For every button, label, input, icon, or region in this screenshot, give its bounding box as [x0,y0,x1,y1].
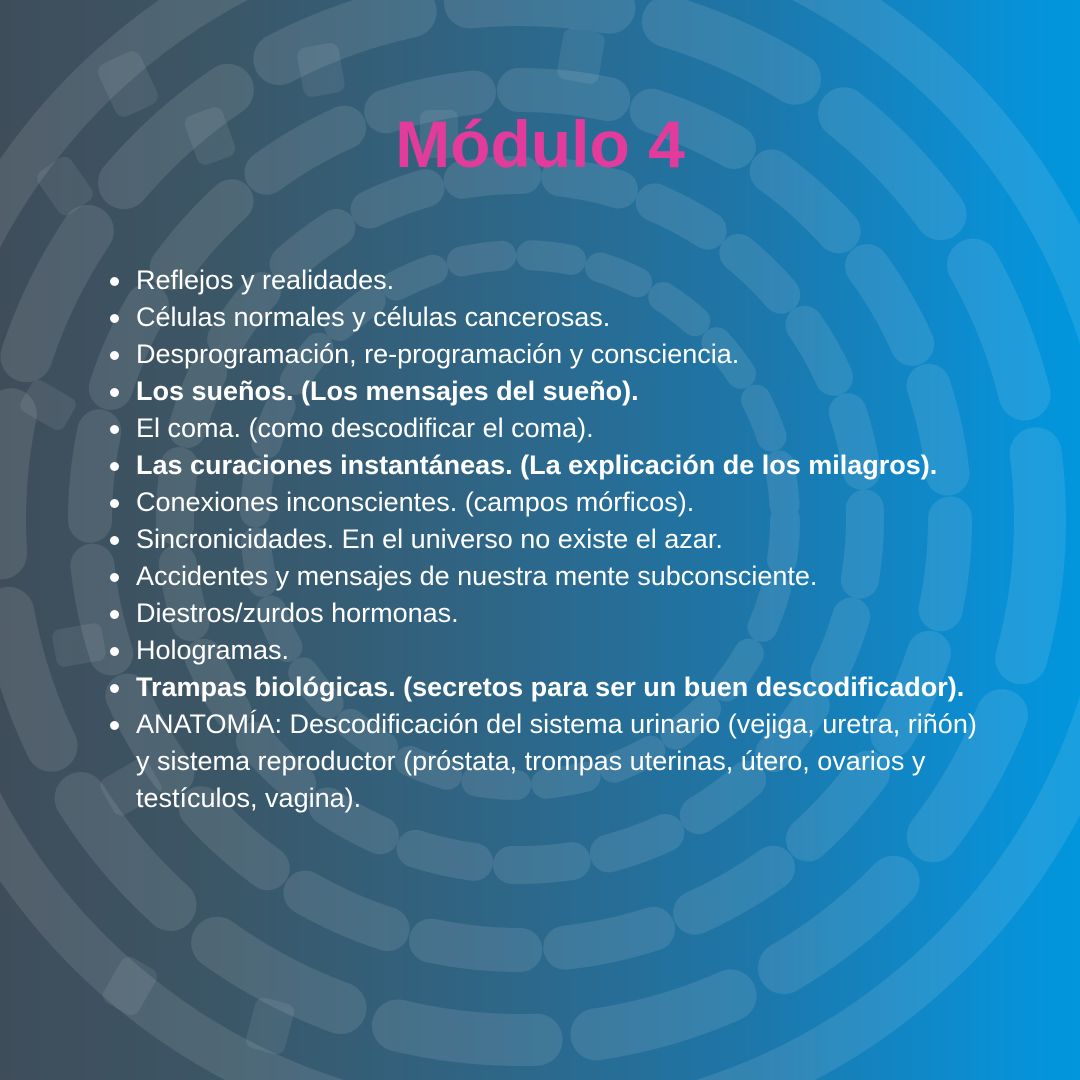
list-item-text: Trampas biológicas. (secretos para ser un buen descodificador). [136,672,965,702]
bullet-icon [110,610,119,619]
list-item [108,299,988,336]
list-item [108,558,988,595]
list-item [108,336,988,373]
list-item [108,632,988,669]
bullet-icon [110,684,119,693]
page-title: Módulo 4 [395,107,685,181]
list-item-text: Reflejos y realidades. [136,265,395,295]
list-item-text: Conexiones inconscientes. (campos mórficos). [136,487,695,517]
bullet-icon [110,425,119,434]
bullet-icon [110,314,119,323]
list-item-text: Los sueños. (Los mensajes del sueño). [136,376,639,406]
list-item [108,410,988,447]
bullet-icon [110,277,119,286]
list-item [108,262,988,299]
list-item-text: Desprogramación, re-programación y consciencia. [136,339,740,369]
bullet-icon [110,721,119,730]
bullet-icon [110,388,119,397]
list-item [108,706,988,817]
list-item-text: Células normales y células cancerosas. [136,302,611,332]
bullet-icon [110,536,119,545]
topics-list [108,262,988,817]
list-item-text: ANATOMÍA: Descodificación del sistema urinario (vejiga, uretra, riñón) y sistema reproductor (próstata, trompas uterinas, útero, ovarios y testículos, vagina). [136,709,977,813]
bullet-icon [110,462,119,471]
bullet-icon [110,647,119,656]
bullet-icon [110,351,119,360]
bullet-icon [110,573,119,582]
list-item [108,521,988,558]
list-item-text: Las curaciones instantáneas. (La explicación de los milagros). [136,450,938,480]
list-item-text: Hologramas. [136,635,290,665]
list-item-text: Diestros/zurdos hormonas. [136,598,459,628]
list-item [108,669,988,706]
bullet-icon [110,499,119,508]
list-item [108,595,988,632]
list-item-text: Accidentes y mensajes de nuestra mente subconsciente. [136,561,818,591]
list-item [108,484,988,521]
list-item-text: El coma. (como descodificar el coma). [136,413,594,443]
list-item-text: Sincronicidades. En el universo no existe el azar. [136,524,723,554]
list-item [108,373,988,410]
list-item [108,447,988,484]
